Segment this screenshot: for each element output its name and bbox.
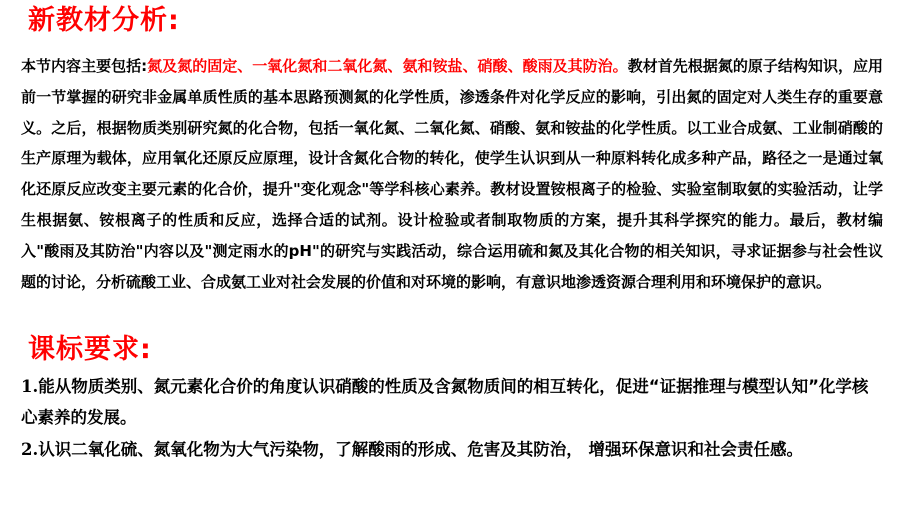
intro-body: 教材首先根据氮的原子结构知识，应用前一节掌握的研究非金属单质性质的基本思路预测氮的化学性质，渗透条件对化学反应的影响，引出氮的固定对人类生存的重要意义。之后，根据物质类别研究氮的化合物，包括一氧化氮、二氧化氮、硝酸、氨和铵盐的化学性质。以工业合成氨、工业制硝酸的生产原理为载体，应用氧化还原反应原理，设计含氮化合物的转化，使学生认识到从一种原料转化成多种产品，路径之一是通过氧化还原反应改变主要元素的化合价，提升"变化观念"等学科核心素养。教材设置铵根离子的检验、实验室制取氨的实验活动，让学生根据氨、铵根离子的性质和反应，选择合适的试剂。设计检验或者制取物质的方案，提升其科学探究的能力。最后，教材编入"酸雨及其防治"内容以及"测定雨水的pH"的研究与实践活动，综合运用硫和氮及其化合物的相关知识，寻求证据参与社会性议题的讨论，分析硫酸工业、合成氨工业对社会发展的价值和对环境的影响，有意识地渗透资源合理利用和环境保护的意识。 (21, 57, 883, 291)
intro-paragraph (21, 51, 883, 297)
intro-prefix: 本节内容主要包括: (21, 57, 148, 75)
section-heading-curriculum-requirements: 课标要求: (28, 334, 152, 365)
intro-highlight: 氮及氮的固定、一氧化氮和二氧化氮、氨和铵盐、硝酸、酸雨及其防治。 (147, 57, 628, 75)
requirement-text: 能从物质类别、氮元素化合价的角度认识硝酸的性质及含氮物质间的相互转化，促进“证据推理与模型认知”化学核心素养的发展。 (21, 377, 869, 427)
section-heading-new-textbook-analysis: 新教材分析: (28, 5, 180, 36)
requirement-item-1 (21, 371, 883, 433)
requirement-number: 1. (21, 377, 39, 396)
requirement-number: 2. (21, 440, 39, 459)
requirement-text: 认识二氧化硫、氮氧化物为大气污染物，了解酸雨的形成、危害及其防治， 增强环保意识和社会责任感。 (38, 440, 803, 459)
requirement-item-2 (21, 434, 883, 465)
